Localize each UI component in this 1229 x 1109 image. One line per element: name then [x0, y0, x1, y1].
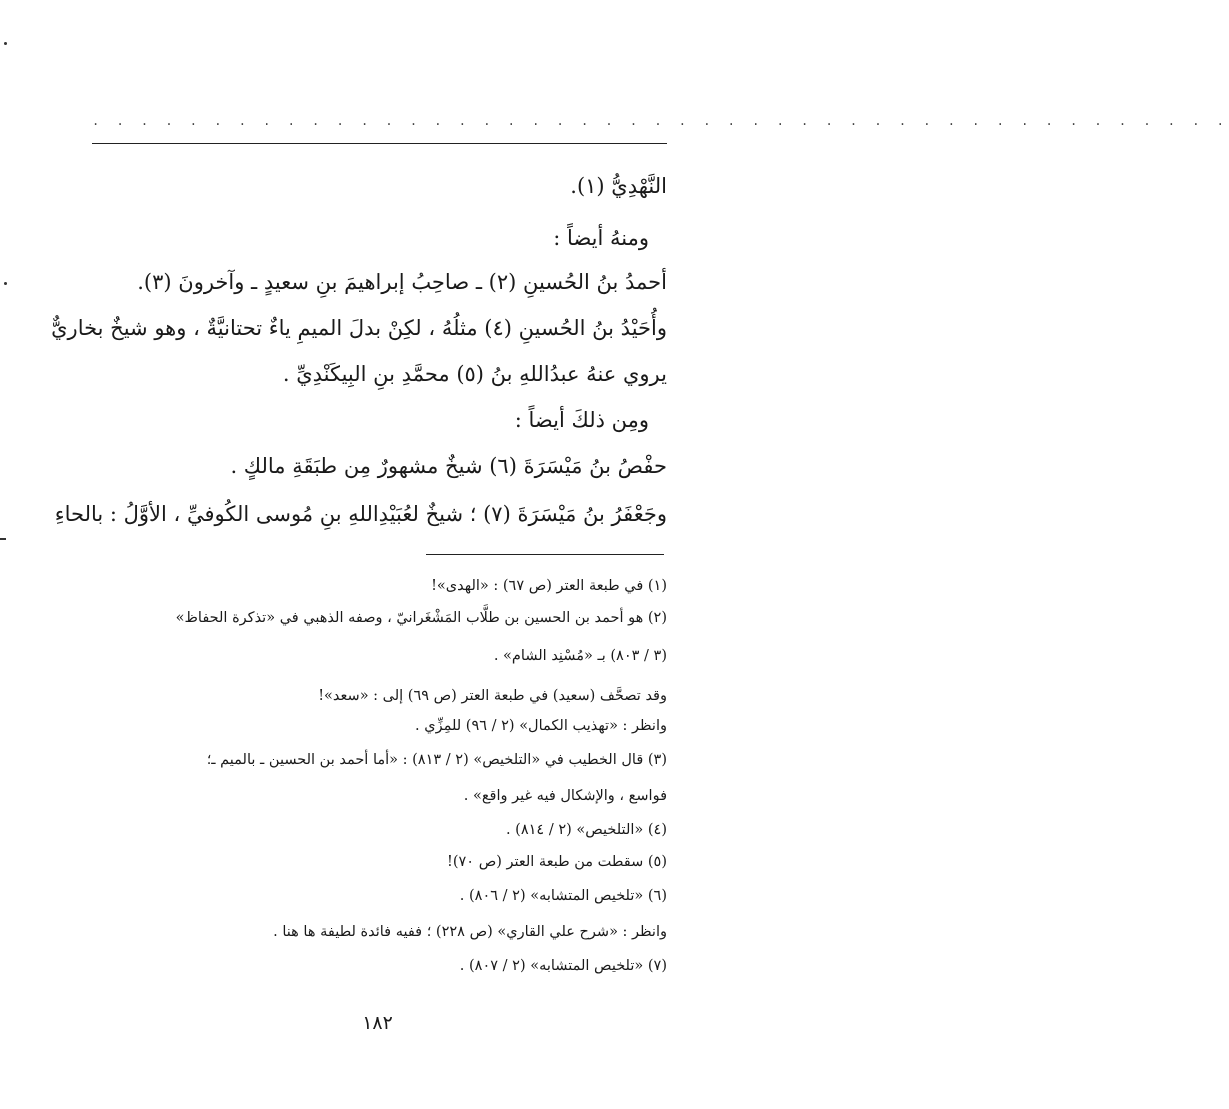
scan-mark — [4, 42, 7, 45]
body-line: يروي عنهُ عبدُاللهِ بنُ (٥) محمَّدِ بنِ البِيكَنْدِيِّ . — [282, 362, 667, 386]
scan-mark — [0, 538, 6, 540]
footnote-line: (٧) «تلخيص المتشابه» (٢ / ٨٠٧) . — [459, 958, 667, 974]
header-dotted-line: . . . . . . . . . . . . . . . . . . . . . . . . . . . . . . . . . . . . . . . . . . . . . . . — [92, 114, 1229, 128]
body-line: حفْصُ بنُ مَيْسَرَةَ (٦) شيخٌ مشهورٌ مِن طبَقَةِ مالكٍ . — [230, 454, 667, 478]
body-line: ومِن ذلكَ أيضاً : — [514, 408, 649, 432]
body-line: وجَعْفَرُ بنُ مَيْسَرَةَ (٧) ؛ شيخٌ لعُبَيْدِاللهِ بنِ مُوسى الكُوفيِّ ، الأوَّلُ : بالحاءِ — [54, 502, 667, 526]
scan-mark — [4, 282, 7, 285]
footnote-line: فواسع ، والإشكال فيه غير واقع» . — [463, 788, 667, 804]
footnote-rule — [426, 554, 664, 555]
footnote-line: وانظر : «شرح علي القاري» (ص ٢٢٨) ؛ ففيه فائدة لطيفة ها هنا . — [273, 924, 667, 940]
footnote-line: (٣ / ٨٠٣) بـ «مُسْنِد الشام» . — [493, 648, 667, 664]
footnote-line: (٥) سقطت من طبعة العتر (ص ٧٠)! — [447, 854, 667, 870]
body-line: وأُحَيْدُ بنُ الحُسينِ (٤) مثلُهُ ، لكِنْ بدلَ الميمِ ياءٌ تحتانيَّةٌ ، وهو شيخٌ بخاريٌّ — [51, 316, 667, 340]
header-rule — [92, 143, 667, 144]
footnote-line: (٤) «التلخيص» (٢ / ٨١٤) . — [505, 822, 667, 838]
footnote-line: (٣) قال الخطيب في «التلخيص» (٢ / ٨١٣) : «أما أحمد بن الحسين ـ بالميم ـ؛ — [206, 752, 667, 768]
body-line: النَّهْدِيُّ (١). — [570, 174, 667, 198]
footnote-line: (١) في طبعة العتر (ص ٦٧) : «الهدى»! — [431, 578, 667, 594]
footnote-line: وقد تصحَّف (سعيد) في طبعة العتر (ص ٦٩) إلى : «سعد»! — [318, 688, 667, 704]
body-line: ومنهُ أيضاً : — [553, 226, 649, 250]
body-line: أحمدُ بنُ الحُسينِ (٢) ـ صاحِبُ إبراهيمَ بنِ سعيدٍ ـ وآخرونَ (٣). — [137, 270, 667, 294]
footnote-line: (٢) هو أحمد بن الحسين بن طلَّاب المَشْغَرانيّ ، وصفه الذهبي في «تذكرة الحفاظ» — [175, 610, 667, 626]
footnote-line: (٦) «تلخيص المتشابه» (٢ / ٨٠٦) . — [459, 888, 667, 904]
footnote-line: وانظر : «تهذيب الكمال» (٢ / ٩٦) للمِزِّي . — [415, 718, 667, 734]
page-number: ١٨٢ — [362, 1012, 393, 1034]
